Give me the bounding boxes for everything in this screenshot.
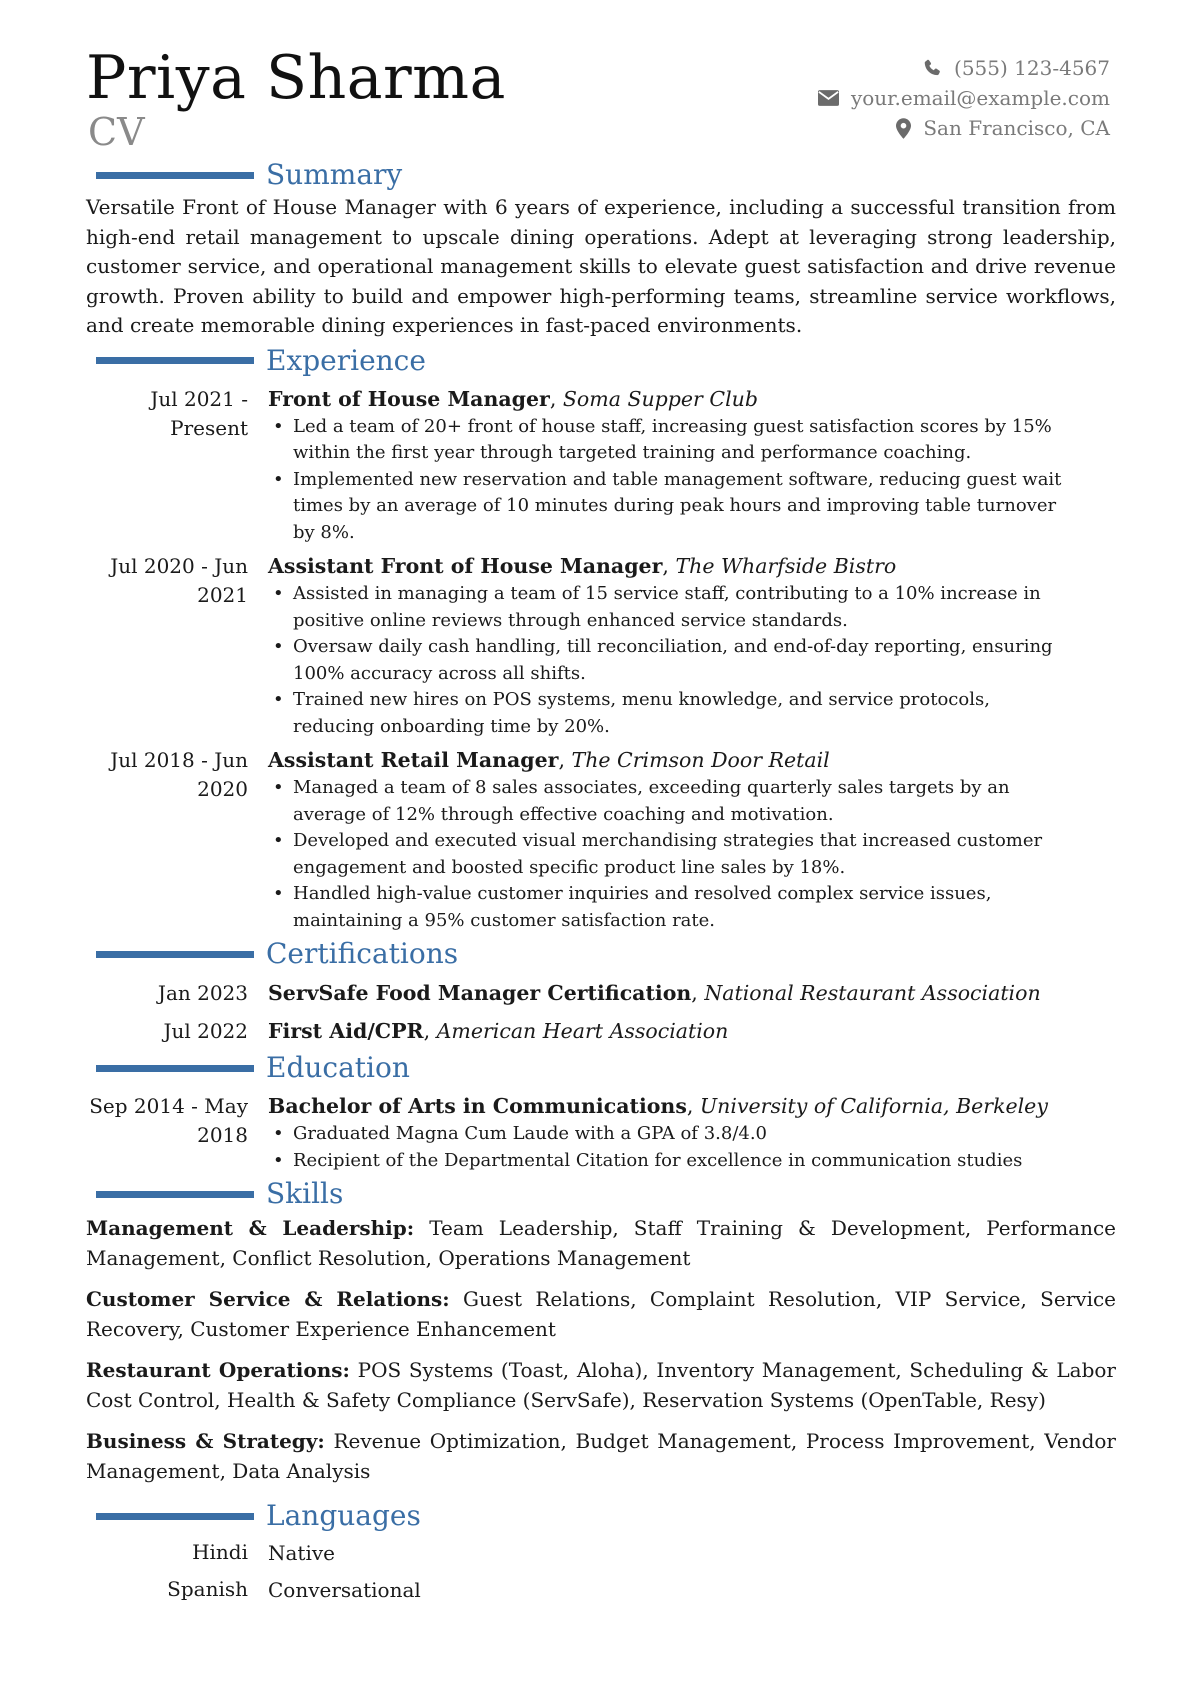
cv-content bbox=[86, 155, 1116, 1608]
language-entry bbox=[86, 1534, 1116, 1571]
cert-issuer: National Restaurant Association bbox=[704, 980, 1041, 1005]
section-title-skills: Skills bbox=[266, 1177, 344, 1210]
contact-phone bbox=[818, 53, 1110, 83]
employer: The Wharfside Bistro bbox=[675, 554, 897, 578]
experience-entry bbox=[86, 746, 1116, 934]
bullet-item: • Handled high-value customer inquiries and resolved complex service issues, maintaining a 95% customer satisfaction rate. bbox=[268, 881, 1116, 934]
employer: The Crimson Door Retail bbox=[571, 748, 830, 772]
envelope-icon bbox=[818, 90, 839, 106]
entry-dates: Jul 2020 - Jun 2021 bbox=[110, 554, 248, 607]
skill-group bbox=[86, 1214, 1116, 1273]
section-title-experience: Experience bbox=[266, 343, 426, 377]
phone-text[interactable]: (555) 123-4567 bbox=[954, 56, 1110, 80]
bullet-item: • Led a team of 20+ front of house staff, increasing guest satisfaction scores by 15% within the first year through targeted training and performance coaching. bbox=[268, 414, 1116, 467]
entry-heading: Front of House Manager, Soma Supper Club bbox=[268, 386, 758, 411]
cert-heading: First Aid/CPR, American Heart Association bbox=[268, 1018, 729, 1043]
section-header-summary bbox=[86, 157, 1116, 193]
language-name: Spanish bbox=[167, 1577, 248, 1601]
location-text: San Francisco, CA bbox=[923, 116, 1110, 140]
skill-items: Guest Relations, Complaint Resolution, VIP Service, Service Recovery, Customer Experience Enhancement bbox=[86, 1287, 1116, 1341]
skill-category: Business & Strategy: bbox=[86, 1429, 325, 1453]
cert-date: Jan 2023 bbox=[157, 980, 248, 1005]
section-accent-bar bbox=[96, 1191, 254, 1198]
skill-category: Customer Service & Relations: bbox=[86, 1287, 450, 1311]
contact-email bbox=[818, 83, 1110, 113]
section-header-skills bbox=[86, 1176, 1116, 1212]
entry-body bbox=[268, 552, 1116, 740]
employer: Soma Supper Club bbox=[562, 386, 758, 411]
section-header-experience bbox=[86, 343, 1116, 379]
skill-items: POS Systems (Toast, Aloha), Inventory Management, Scheduling & Labor Cost Control, Health & Safety Compliance (ServSafe), Reservation Systems (OpenTable, Resy) bbox=[86, 1358, 1116, 1412]
section-title-education: Education bbox=[266, 1051, 410, 1084]
certification-entry bbox=[86, 1014, 1116, 1048]
cert-title: ServSafe Food Manager Certification bbox=[268, 980, 692, 1005]
bullet-item: • Graduated Magna Cum Laude with a GPA of 3.8/4.0 bbox=[268, 1121, 1116, 1148]
section-accent-bar bbox=[96, 172, 254, 179]
entry-heading: Assistant Retail Manager, The Crimson Door Retail bbox=[268, 748, 830, 772]
skill-category: Management & Leadership: bbox=[86, 1216, 415, 1240]
cert-title: First Aid/CPR bbox=[268, 1018, 424, 1043]
experience-entry bbox=[86, 385, 1116, 547]
section-accent-bar bbox=[96, 951, 254, 958]
language-name: Hindi bbox=[192, 1540, 248, 1564]
bullet-item: • Oversaw daily cash handling, till reconciliation, and end-of-day reporting, ensuring 100% accuracy across all shifts. bbox=[268, 634, 1116, 687]
entry-dates: Jul 2018 - Jun 2020 bbox=[110, 748, 248, 801]
section-accent-bar bbox=[96, 357, 254, 364]
job-title: Front of House Manager bbox=[268, 386, 550, 411]
section-title-summary: Summary bbox=[266, 158, 403, 191]
skill-group bbox=[86, 1285, 1116, 1344]
document-subtitle: CV bbox=[88, 110, 145, 154]
bullet-item: • Implemented new reservation and table management software, reducing guest wait times by an average of 10 minutes during peak hours and improving table turnover by 8%. bbox=[268, 467, 1116, 547]
section-accent-bar bbox=[96, 1513, 254, 1520]
section-accent-bar bbox=[96, 1065, 254, 1072]
skill-items: Team Leadership, Staff Training & Development, Performance Management, Conflict Resolution, Operations Management bbox=[86, 1216, 1117, 1270]
entry-heading: Assistant Front of House Manager, The Wharfside Bistro bbox=[268, 554, 897, 578]
bullet-item: • Recipient of the Departmental Citation for excellence in communication studies bbox=[268, 1148, 1116, 1175]
section-title-languages: Languages bbox=[266, 1499, 421, 1532]
experience-entry bbox=[86, 552, 1116, 740]
entry-heading: Bachelor of Arts in Communications, University of California, Berkeley bbox=[268, 1094, 1048, 1118]
entry-body bbox=[268, 385, 1116, 547]
skill-category: Restaurant Operations: bbox=[86, 1358, 350, 1382]
cert-issuer: American Heart Association bbox=[436, 1018, 729, 1043]
bullet-list bbox=[268, 581, 1116, 740]
certification-entry bbox=[86, 976, 1116, 1010]
institution: University of California, Berkeley bbox=[699, 1094, 1048, 1118]
contact-block bbox=[818, 53, 1110, 143]
bullet-list bbox=[268, 1121, 1116, 1174]
language-level: Native bbox=[268, 1540, 335, 1565]
section-header-education bbox=[86, 1050, 1116, 1086]
bullet-list bbox=[268, 775, 1116, 934]
language-level: Conversational bbox=[268, 1577, 421, 1602]
bullet-item: • Managed a team of 8 sales associates, exceeding quarterly sales targets by an average of 12% through effective coaching and motivation. bbox=[268, 775, 1116, 828]
bullet-item: • Trained new hires on POS systems, menu knowledge, and service protocols, reducing onboarding time by 20%. bbox=[268, 687, 1116, 740]
skill-group bbox=[86, 1427, 1116, 1486]
summary-text: Versatile Front of House Manager with 6 years of experience, including a successful transition from high-end retail management to upscale dining operations. Adept at leveraging strong leadership, customer service, and operational management skills to elevate guest satisfaction and drive revenue growth. Proven ability to build and empower high-performing teams, streamline service workflows, and create memorable dining experiences in fast-paced environments. bbox=[86, 195, 1116, 337]
email-link[interactable]: your.email@example.com bbox=[850, 86, 1110, 110]
language-entry bbox=[86, 1571, 1116, 1608]
bullet-item: • Developed and executed visual merchandising strategies that increased customer engagement and boosted specific product line sales by 18%. bbox=[268, 828, 1116, 881]
entry-body bbox=[268, 746, 1116, 934]
job-title: Assistant Retail Manager bbox=[268, 748, 559, 772]
section-title-certifications: Certifications bbox=[266, 937, 459, 970]
phone-icon bbox=[922, 58, 942, 78]
bullet-item: • Assisted in managing a team of 15 service staff, contributing to a 10% increase in positive online reviews through enhanced service standards. bbox=[268, 581, 1116, 634]
education-entry bbox=[86, 1092, 1116, 1174]
section-header-languages bbox=[86, 1498, 1116, 1534]
map-pin-icon bbox=[896, 118, 911, 139]
contact-location bbox=[818, 113, 1110, 143]
skill-group bbox=[86, 1356, 1116, 1415]
degree-title: Bachelor of Arts in Communications bbox=[268, 1094, 687, 1118]
entry-dates: Jul 2021 - Present bbox=[150, 386, 248, 440]
job-title: Assistant Front of House Manager bbox=[268, 554, 663, 578]
entry-dates: Sep 2014 - May 2018 bbox=[89, 1094, 248, 1147]
skill-items: Revenue Optimization, Budget Management, Process Improvement, Vendor Management, Data Analysis bbox=[86, 1429, 1116, 1483]
cert-date: Jul 2022 bbox=[163, 1018, 248, 1043]
entry-body bbox=[268, 1092, 1116, 1174]
bullet-list bbox=[268, 414, 1116, 547]
cert-heading: ServSafe Food Manager Certification, National Restaurant Association bbox=[268, 980, 1041, 1005]
section-header-certifications bbox=[86, 936, 1116, 972]
candidate-name: Priya Sharma bbox=[86, 43, 506, 113]
